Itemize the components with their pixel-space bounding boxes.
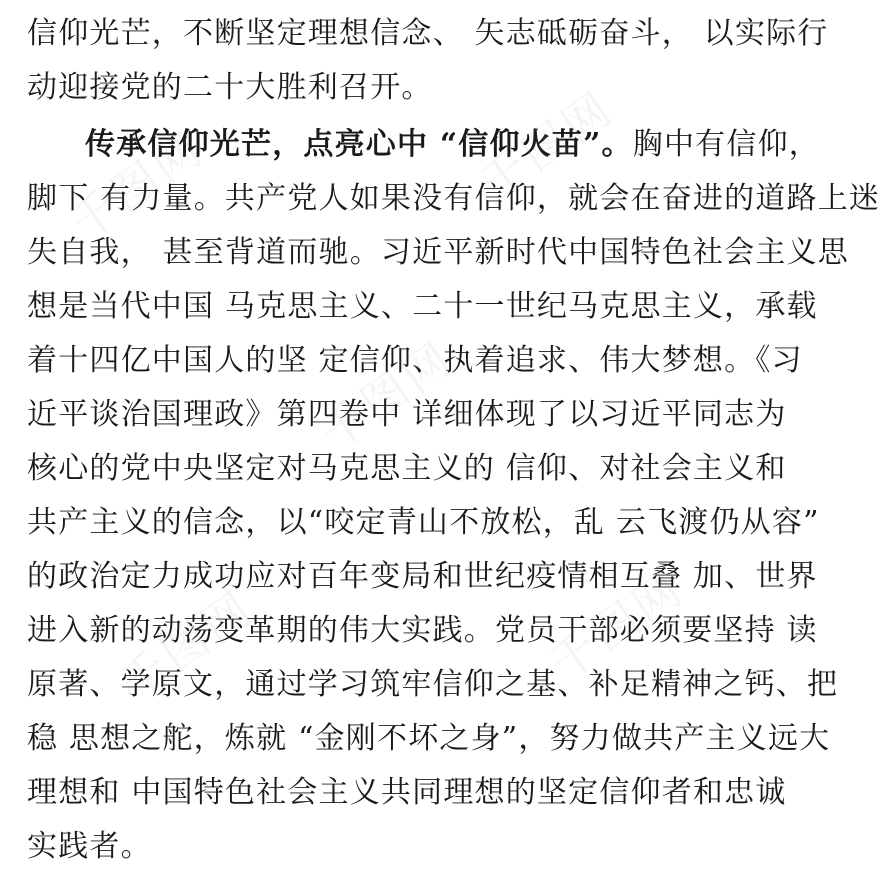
watermark: 千图网 xyxy=(109,580,264,711)
text-line-14: 稳 思想之舵，炼就 “金刚不坏之身”，努力做共产主义远大 xyxy=(27,721,831,756)
text-line-11: 的政治定力成功应对百年变局和世纪疫情相互叠 加、世界 xyxy=(27,559,818,594)
text-line-6: 想是当代中国 马克思主义、二十一世纪马克思主义，承载 xyxy=(27,289,818,324)
text-line-8: 近平谈治国理政》第四卷中 详细体现了以习近平同志为 xyxy=(27,397,787,432)
text-line-4: 脚下 有力量。共产党人如果没有信仰，就会在奋进的道路上迷 xyxy=(27,181,880,216)
text-line-15: 理想和 中国特色社会主义共同理想的坚定信仰者和忠诚 xyxy=(27,775,787,810)
paragraph-heading: 传承信仰光芒，点亮心中 “信仰火苗”。 xyxy=(85,127,633,162)
text-line-5: 失自我， 甚至背道而驰。习近平新时代中国特色社会主义思 xyxy=(27,235,849,270)
text-line-7: 着十四亿中国人的坚 定信仰、执着追求、伟大梦想。《习 xyxy=(27,343,803,378)
watermark: 千图网 xyxy=(539,560,694,691)
paragraph-heading-continuation: 胸中有信仰， xyxy=(632,127,820,162)
text-line-12: 进入新的动荡变革期的伟大实践。党员干部必须要坚持 读 xyxy=(27,613,818,648)
text-line-16: 实践者。 xyxy=(27,829,152,864)
text-line-13: 原著、学原文，通过学习筑牢信仰之基、补足精神之钙、把 xyxy=(27,667,839,702)
text-line-1: 信仰光芒，不断坚定理想信念、 矢志砥砺奋斗， 以实际行 xyxy=(27,16,829,51)
text-line-9: 核心的党中央坚定对马克思主义的 信仰、对社会主义和 xyxy=(27,451,787,486)
watermark: 千图网 xyxy=(59,120,214,251)
paragraph-heading-line xyxy=(85,121,820,169)
text-line-10: 共产主义的信念，以“咬定青山不放松，乱 云飞渡仍从容” xyxy=(27,505,820,540)
watermark: 千图网 xyxy=(309,330,464,461)
text-line-2: 动迎接党的二十大胜利召开。 xyxy=(27,70,433,105)
watermark: 千图网 xyxy=(469,80,624,211)
